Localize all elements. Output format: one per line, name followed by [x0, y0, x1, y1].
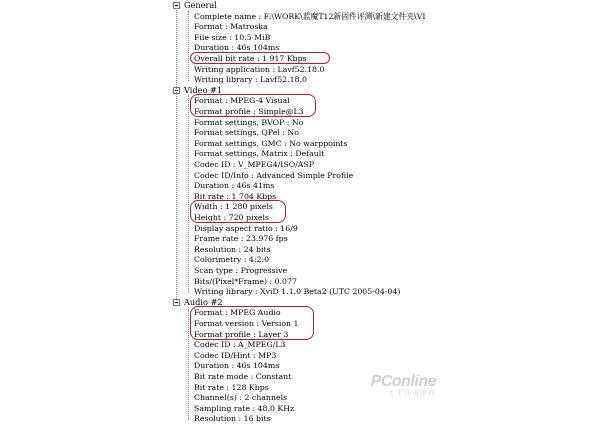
list-item	[194, 233, 288, 244]
section-video[interactable]	[173, 85, 222, 96]
list-item	[194, 42, 279, 53]
list-item	[194, 21, 268, 32]
list-item	[194, 148, 324, 159]
field-text: Writing application : Lavf52.18.0	[194, 64, 325, 74]
list-item	[194, 74, 307, 85]
field-text: Width : 1 280 pixels	[194, 202, 273, 212]
list-item	[194, 117, 303, 128]
field-text: Codec ID/Hint : MP3	[194, 350, 277, 360]
field-text: Format profile : Simple@L3	[194, 107, 304, 116]
field-text: Format : Matroska	[194, 22, 268, 32]
field-text: Bits/(Pixel*Frame) : 0.077	[194, 276, 297, 286]
mediainfo-tree-view	[168, 0, 440, 424]
list-item	[194, 212, 269, 223]
field-text: Complete name : F:\WORK\蓝魔T12新固件评测\新建文件夹\VI	[194, 11, 426, 21]
list-item	[194, 254, 269, 265]
field-text: Writing library : XviD 1.1.0 Beta2 (UTC 2005-04-04)	[194, 287, 401, 297]
field-text: Resolution : 24 bits	[194, 244, 271, 254]
field-text: Colorimetry : 4:2:0	[194, 255, 270, 265]
list-item	[194, 339, 285, 350]
tree-guide-line	[188, 95, 189, 292]
field-text: Scan type : Progressive	[194, 266, 288, 275]
field-text: Writing library : Lavf52.18.0	[194, 75, 307, 85]
list-item	[194, 127, 299, 138]
section-audio-label: Audio #2	[184, 296, 223, 307]
list-item	[194, 382, 269, 393]
field-text: Duration : 46s 41ms	[194, 181, 275, 191]
field-text: Bit rate mode : Constant	[194, 372, 292, 381]
field-text: Display aspect ratio : 16/9	[194, 223, 298, 233]
field-text: Format settings, GMC : No warppoints	[194, 138, 348, 148]
list-item	[194, 159, 314, 170]
field-text: Codec ID : A_MPEG/L3	[194, 340, 286, 350]
tree-container	[168, 0, 440, 424]
field-text: Codec ID : V_MPEG4/ISO/ASP	[194, 160, 314, 169]
list-item	[194, 138, 348, 149]
list-item	[194, 329, 288, 340]
field-text: Format profile : Layer 3	[194, 329, 289, 339]
watermark-subtitle: 太平洋电脑网	[388, 390, 436, 397]
section-general[interactable]	[173, 0, 217, 11]
field-text: Resolution : 16 bits	[194, 414, 271, 424]
list-item	[194, 392, 287, 403]
list-item	[194, 223, 298, 234]
field-text: Overall bit rate : 1 917 Kbps	[194, 54, 307, 63]
list-item	[194, 318, 299, 329]
field-text: Bit rate : 1 704 Kbps	[194, 191, 277, 201]
tree-guide-line	[176, 8, 177, 301]
section-video-label: Video #1	[184, 84, 223, 95]
section-audio[interactable]	[173, 297, 223, 308]
field-text: Sampling rate : 48.0 KHz	[194, 403, 295, 413]
field-text: Format : MPEG-4 Visual	[194, 96, 290, 106]
field-text: Duration : 46s 104ms	[194, 361, 280, 371]
list-item	[194, 95, 290, 106]
list-item	[194, 307, 281, 318]
list-item	[194, 201, 273, 212]
field-text: Channel(s) : 2 channels	[194, 393, 288, 403]
pconline-watermark-logo	[371, 374, 436, 398]
list-item	[194, 180, 274, 191]
list-item	[194, 244, 271, 255]
field-text: Duration : 46s 104ms	[194, 43, 280, 53]
list-item	[194, 286, 400, 297]
list-item	[194, 350, 276, 361]
list-item	[194, 371, 291, 382]
section-general-label: General	[184, 0, 217, 10]
list-item	[194, 413, 271, 424]
field-text: File size : 10.5 MiB	[194, 32, 271, 42]
watermark-brand: PConline	[370, 373, 436, 390]
field-text: Format : MPEG Audio	[194, 308, 281, 318]
list-item	[194, 191, 276, 202]
list-item	[194, 64, 324, 75]
list-item	[194, 360, 279, 371]
tree-guide-line	[188, 307, 189, 420]
list-item	[194, 53, 307, 64]
list-item	[194, 32, 270, 43]
list-item	[194, 276, 297, 287]
field-text: Frame rate : 23.976 fps	[194, 234, 288, 244]
field-text: Format settings, BVOP : No	[194, 117, 304, 127]
tree-guide-line	[188, 11, 189, 81]
list-item	[194, 170, 353, 181]
list-item	[194, 11, 425, 22]
field-text: Format settings, QPel : No	[194, 128, 299, 138]
field-text: Format settings, Matrix : Default	[194, 149, 325, 159]
list-item	[194, 106, 304, 117]
field-text: Format version : Version 1	[194, 319, 299, 328]
field-text: Height : 720 pixels	[194, 213, 269, 222]
list-item	[194, 265, 287, 276]
field-text: Bit rate : 128 Kbps	[194, 382, 269, 392]
list-item	[194, 403, 294, 414]
field-text: Codec ID/Info : Advanced Simple Profile	[194, 170, 354, 180]
